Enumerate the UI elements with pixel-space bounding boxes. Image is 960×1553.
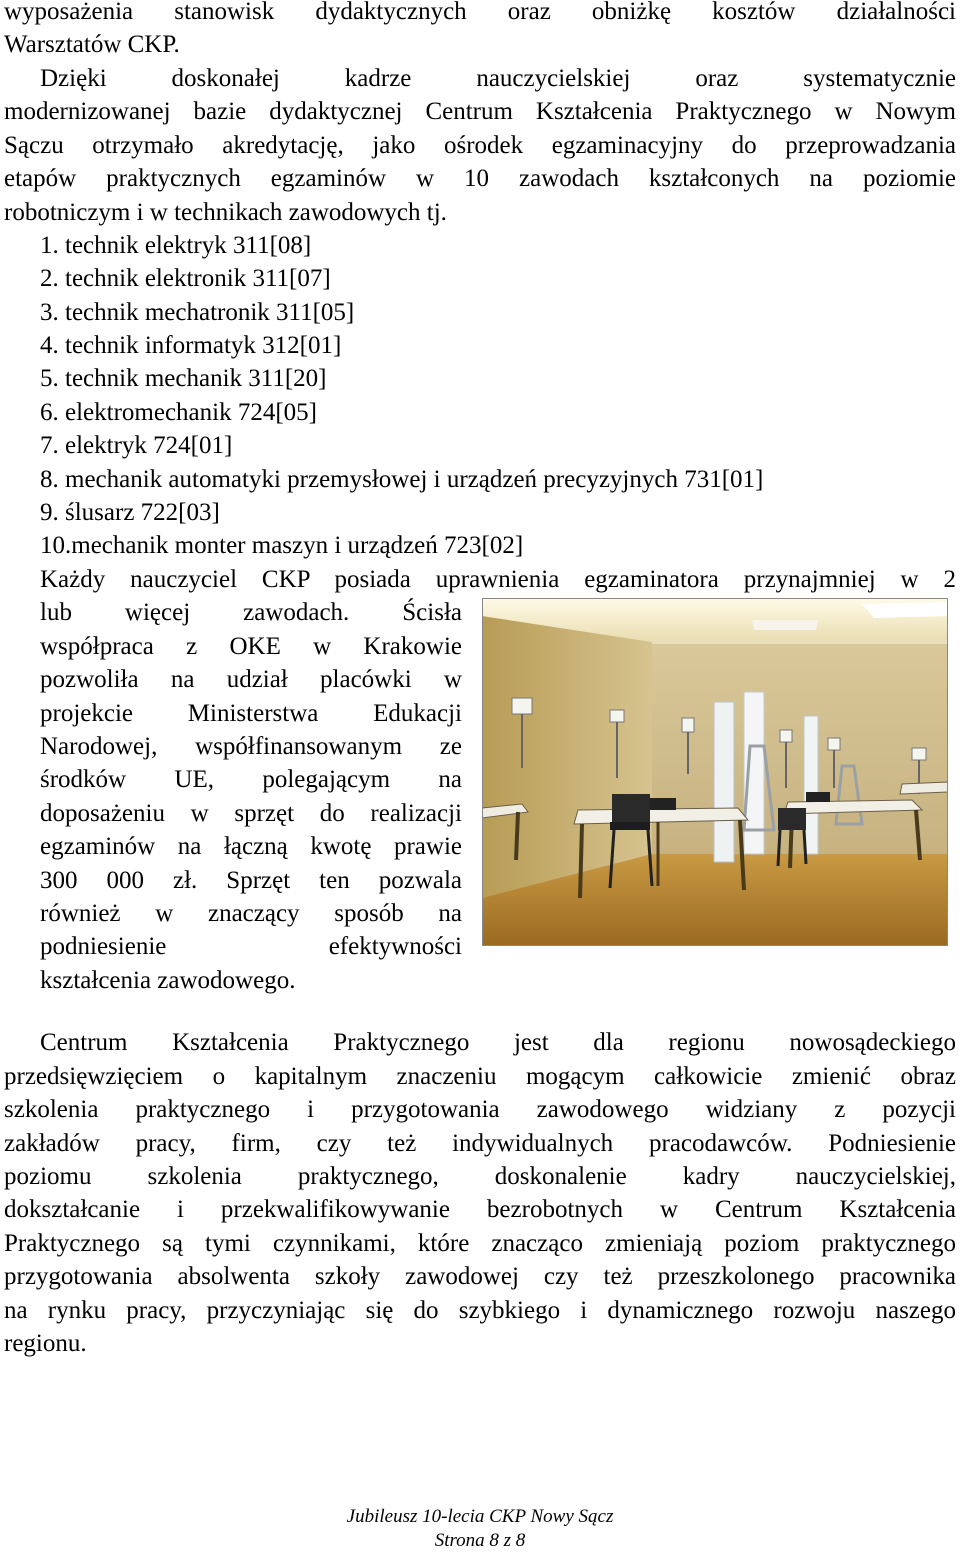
text-line: projekcie Ministerstwa Edukacji: [40, 700, 462, 727]
list-item: [40, 296, 354, 330]
text-line: Sączu otrzymało akredytację, jako ośrodek egzaminacyjny do przeprowadzania: [4, 132, 956, 159]
list-number: 1.: [40, 232, 59, 259]
list-number: 9.: [40, 499, 59, 526]
page-number: Strona 8 z 8: [434, 1530, 526, 1551]
list-text: elektromechanik 724[05]: [65, 399, 317, 426]
text-line: podniesienie efektywności: [40, 933, 462, 960]
text-line: etapów praktycznych egzaminów w 10 zawodach kształconych na poziomie: [4, 165, 956, 192]
list-item: [40, 496, 220, 530]
list-number: 6.: [40, 399, 59, 426]
text-line: kształcenia zawodowego.: [40, 967, 296, 994]
text-line: wyposażenia stanowisk dydaktycznych oraz obniżkę kosztów działalności: [4, 0, 956, 25]
list-number: 8.: [40, 466, 59, 493]
text-line: Narodowej, współfinansowanym ze: [40, 733, 462, 760]
list-item: [40, 262, 331, 296]
text-line: modernizowanej bazie dydaktycznej Centrum Kształcenia Praktycznego w Nowym: [4, 98, 956, 125]
list-number: 10.: [40, 532, 72, 559]
list-number: 4.: [40, 332, 59, 359]
list-item: [40, 529, 523, 563]
text-line: Warsztatów CKP.: [4, 31, 180, 58]
text-line: Centrum Kształcenia Praktycznego jest dla regionu nowosądeckiego: [40, 1029, 956, 1056]
text-line: pozwoliła na udział placówki w: [40, 666, 462, 693]
list-item: [40, 362, 327, 396]
text-line: szkolenia praktycznego i przygotowania zawodowego widziany z pozycji: [4, 1096, 956, 1123]
text-line: egzaminów na łączną kwotę prawie: [40, 833, 462, 860]
list-text: technik mechanik 311[20]: [65, 365, 327, 392]
text-line: również w znaczący sposób na: [40, 900, 462, 927]
list-item: [40, 329, 341, 363]
text-line: środków UE, polegającym na: [40, 766, 462, 793]
list-number: 3.: [40, 299, 59, 326]
list-number: 7.: [40, 432, 59, 459]
text-line: zakładów pracy, firm, czy też indywidualnych pracodawców. Podniesienie: [4, 1130, 956, 1157]
text-line: przedsięwzięciem o kapitalnym znaczeniu mogącym całkowicie zmienić obraz: [4, 1063, 956, 1090]
text-line: współpraca z OKE w Krakowie: [40, 633, 462, 660]
text-line: doposażeniu w sprzęt do realizacji: [40, 800, 462, 827]
text-line: przygotowania absolwenta szkoły zawodowej czy też przeszkolonego pracownika: [4, 1263, 956, 1290]
text-line: lub więcej zawodach. Ścisła: [40, 599, 462, 626]
list-item: [40, 429, 232, 463]
text-line: dokształcanie i przekwalifikowywanie bezrobotnych w Centrum Kształcenia: [4, 1196, 956, 1223]
list-item: [40, 229, 311, 263]
list-text: technik informatyk 312[01]: [65, 332, 342, 359]
text-line: Każdy nauczyciel CKP posiada uprawnienia egzaminatora przynajmniej w 2: [40, 566, 956, 593]
text-line: na rynku pracy, przyczyniając się do szybkiego i dynamicznego rozwoju naszego: [4, 1297, 956, 1324]
list-text: mechanik automatyki przemysłowej i urządzeń precyzyjnych 731[01]: [65, 466, 764, 493]
text-line: Praktycznego są tymi czynnikami, które znacząco zmieniają poziom praktycznego: [4, 1230, 956, 1257]
list-item: [40, 396, 317, 430]
list-text: ślusarz 722[03]: [65, 499, 220, 526]
text-line: 300 000 zł. Sprzęt ten pozwala: [40, 867, 462, 894]
text-line: poziomu szkolenia praktycznego, doskonalenie kadry nauczycielskiej,: [4, 1163, 956, 1190]
list-text: technik mechatronik 311[05]: [65, 299, 355, 326]
text-line: robotniczym i w technikach zawodowych tj.: [4, 199, 447, 226]
list-text: technik elektronik 311[07]: [65, 265, 331, 292]
text-line: Dzięki doskonałej kadrze nauczycielskiej oraz systematycznie: [40, 65, 956, 92]
workshop-photo: [482, 598, 948, 946]
list-text: technik elektryk 311[08]: [65, 232, 312, 259]
list-item: [40, 463, 763, 497]
list-number: 5.: [40, 365, 59, 392]
list-number: 2.: [40, 265, 59, 292]
list-text: elektryk 724[01]: [65, 432, 233, 459]
text-line: regionu.: [4, 1330, 87, 1357]
footer-title: Jubileusz 10-lecia CKP Nowy Sącz: [346, 1506, 614, 1527]
list-text: mechanik monter maszyn i urządzeń 723[02]: [71, 532, 524, 559]
